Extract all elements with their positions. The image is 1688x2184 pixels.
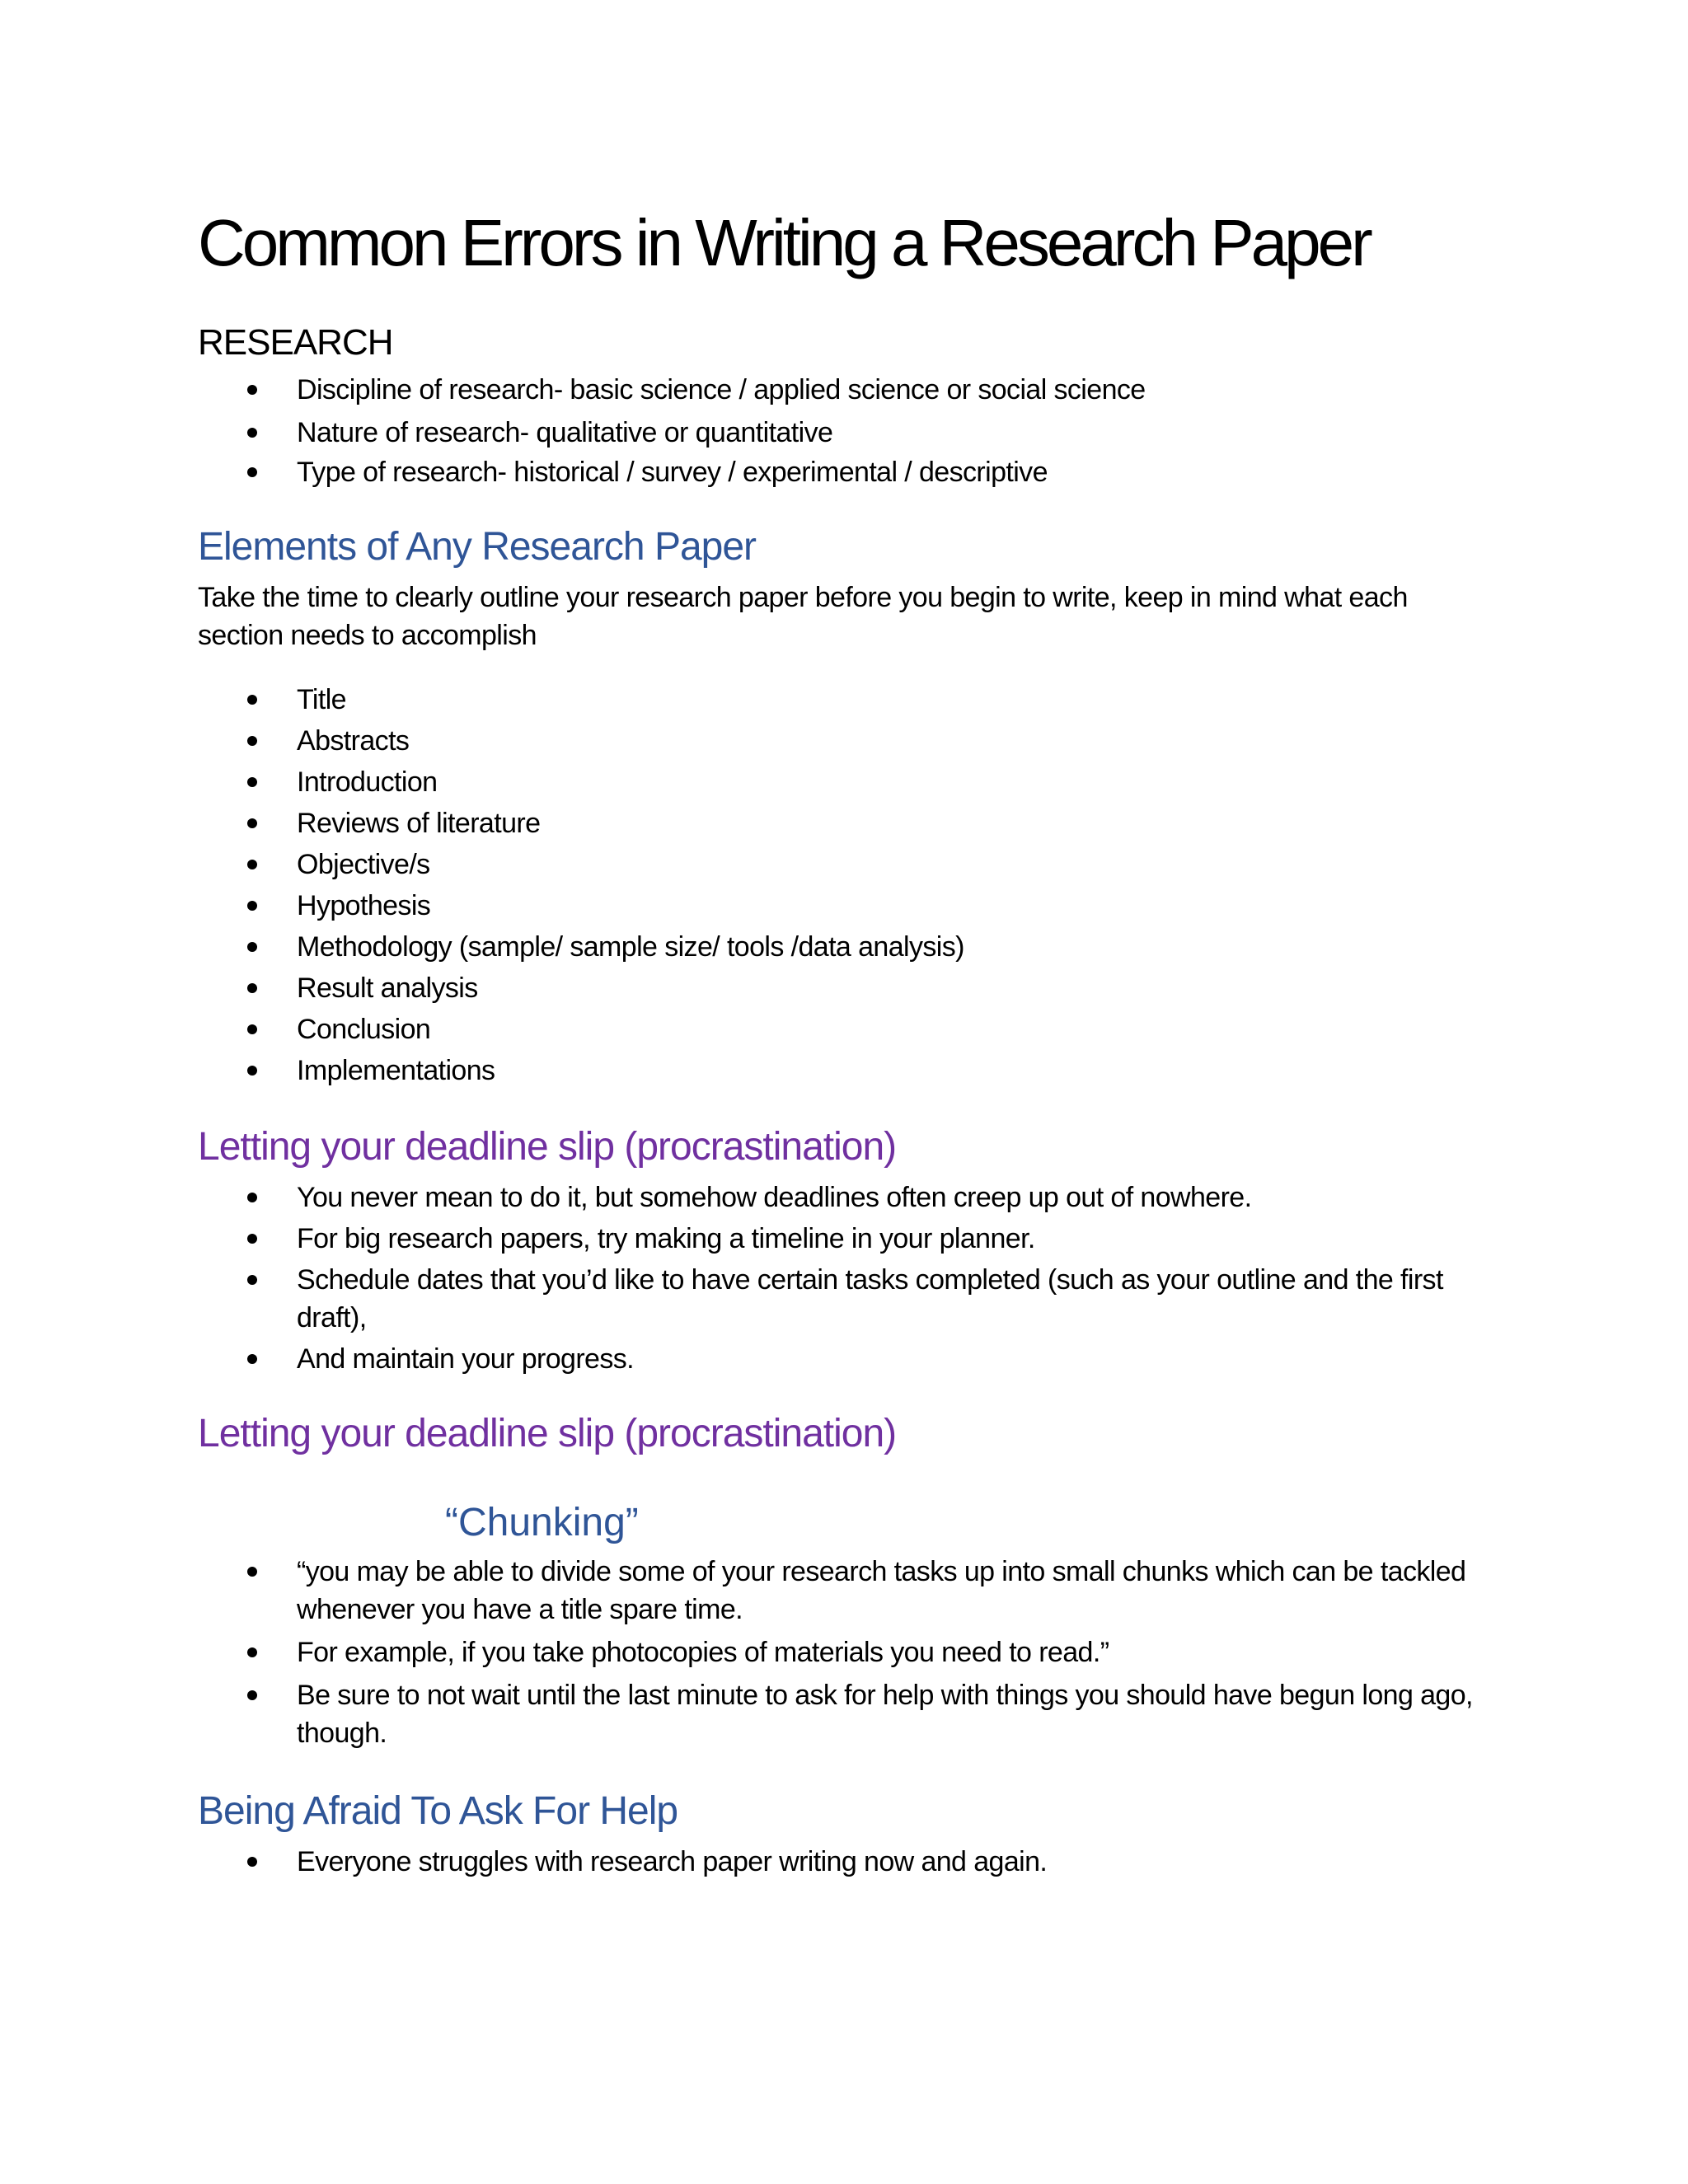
list-item [198, 926, 1500, 968]
list-item-text: And maintain your progress. [297, 1343, 635, 1375]
deadline-heading-2: Letting your deadline slip (procrastination) [198, 1412, 897, 1455]
list-item [198, 1179, 1500, 1216]
bullet-icon [247, 385, 257, 395]
help-heading: Being Afraid To Ask For Help [198, 1789, 678, 1833]
bullet-icon [247, 777, 257, 787]
deadline-list-2 [198, 1553, 1500, 1752]
list-item [198, 844, 1500, 885]
bullet-icon [247, 1275, 257, 1285]
list-item [198, 1050, 1500, 1091]
bullet-icon [247, 428, 257, 438]
bullet-icon [247, 1690, 257, 1700]
bullet-icon [247, 1857, 257, 1867]
list-item-text: Methodology (sample/ sample size/ tools /data analysis) [297, 931, 964, 963]
document-content [198, 198, 1500, 1881]
bullet-icon [247, 942, 257, 952]
list-item [198, 720, 1500, 762]
list-item-text: You never mean to do it, but somehow deadlines often creep up out of nowhere. [297, 1182, 1252, 1213]
bullet-icon [247, 1193, 257, 1202]
list-item [198, 762, 1500, 803]
bullet-icon [247, 1234, 257, 1244]
list-item [198, 968, 1500, 1009]
list-item [198, 1553, 1500, 1629]
bullet-icon [247, 818, 257, 828]
list-item [198, 1009, 1500, 1050]
bullet-icon [247, 1567, 257, 1577]
list-item-text: “you may be able to divide some of your research tasks up into small chunks which can be tackled whenever you have a title spare time. [297, 1556, 1466, 1625]
elements-heading: Elements of Any Research Paper [198, 525, 757, 569]
bullet-icon [247, 983, 257, 993]
list-item-text: Title [297, 684, 346, 715]
help-list [198, 1843, 1500, 1881]
list-item [198, 414, 1500, 452]
bullet-icon [247, 1647, 257, 1657]
research-list [198, 371, 1500, 491]
list-item [198, 1843, 1500, 1881]
deadline-list-1 [198, 1179, 1500, 1378]
list-item-text: Be sure to not wait until the last minute to ask for help with things you should have begun long ago, though. [297, 1680, 1473, 1749]
list-item [198, 803, 1500, 844]
bullet-icon [247, 860, 257, 869]
list-item-text: Hypothesis [297, 890, 431, 921]
bullet-icon [247, 695, 257, 705]
bullet-icon [247, 736, 257, 746]
elements-list [198, 679, 1500, 1091]
list-item-text: For big research papers, try making a timeline in your planner. [297, 1223, 1035, 1254]
list-item-text: For example, if you take photocopies of materials you need to read.” [297, 1637, 1109, 1668]
list-item [198, 885, 1500, 926]
list-item-text: Abstracts [297, 725, 410, 757]
bullet-icon [247, 1066, 257, 1076]
list-item-text: Objective/s [297, 849, 430, 880]
list-item-text: Introduction [297, 766, 438, 798]
list-item [198, 453, 1500, 491]
bullet-icon [247, 901, 257, 911]
list-item [198, 679, 1500, 720]
list-item [198, 371, 1500, 409]
list-item-text: Conclusion [297, 1014, 431, 1045]
deadline-heading-1: Letting your deadline slip (procrastination) [198, 1125, 897, 1169]
list-item-text: Reviews of literature [297, 808, 541, 839]
list-item-text: Implementations [297, 1055, 495, 1086]
list-item [198, 1220, 1500, 1258]
list-item [198, 1261, 1500, 1337]
research-heading: RESEARCH [198, 322, 393, 363]
list-item [198, 1633, 1500, 1671]
list-item [198, 1676, 1500, 1752]
list-item-text: Everyone struggles with research paper writing now and again. [297, 1846, 1048, 1877]
bullet-icon [247, 1024, 257, 1034]
list-item [198, 1340, 1500, 1378]
list-item-text: Discipline of research- basic science / applied science or social science [297, 374, 1146, 405]
list-item-text: Type of research- historical / survey / experimental / descriptive [297, 457, 1048, 488]
list-item-text: Nature of research- qualitative or quantitative [297, 417, 833, 448]
bullet-icon [247, 1354, 257, 1364]
list-item-text: Schedule dates that you’d like to have certain tasks completed (such as your outline and the first draft), [297, 1264, 1443, 1333]
chunking-subheading: “Chunking” [445, 1501, 639, 1544]
document-title: Common Errors in Writing a Research Paper [198, 206, 1370, 279]
bullet-icon [247, 467, 257, 477]
elements-intro: Take the time to clearly outline your research paper before you begin to write, keep in mind what each section needs to accomplish [198, 582, 1408, 651]
list-item-text: Result analysis [297, 972, 478, 1004]
